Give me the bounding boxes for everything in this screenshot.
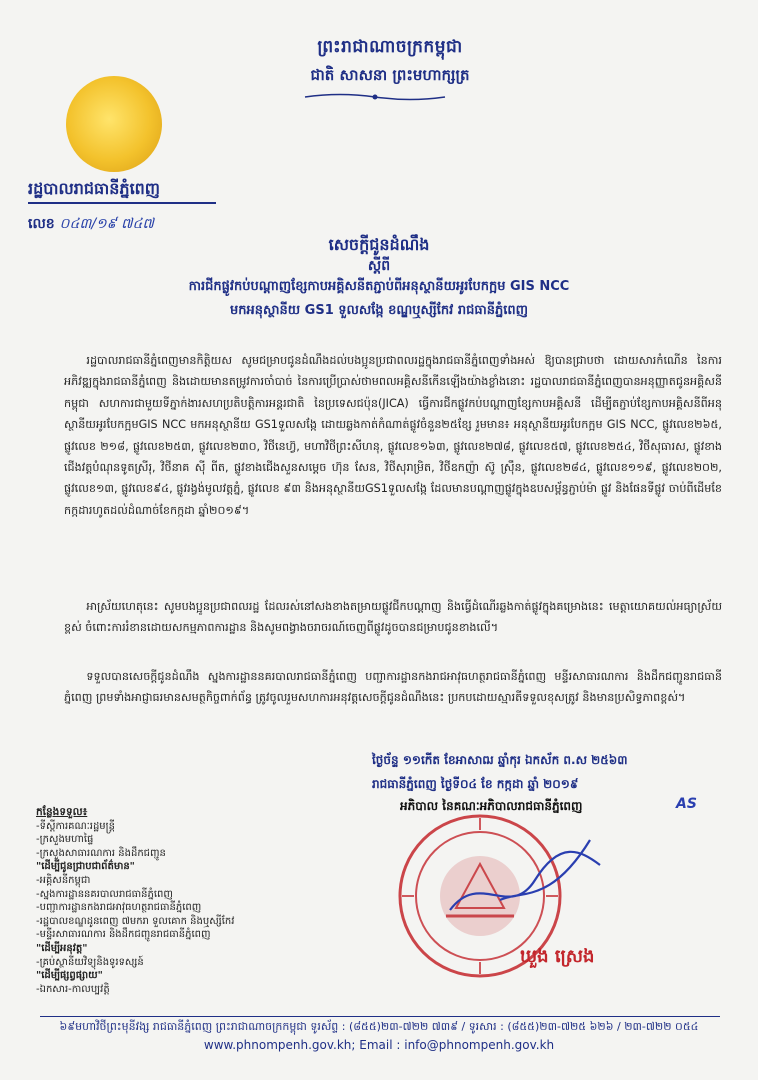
body-paragraph-1: រដ្ឋបាលរាជធានីភ្នំពេញមានកិត្តិយស សូមជម្រាបជូនដំណឹងដល់បងប្អូនប្រជាពលរដ្ឋក្នុងរាជធានីភ្នំពេញទាំងអស់ ឱ្យបានជ្រាបថា ដោយសារកំណើន នៃការអភិវឌ្ឍក្នុងរាជធានីភ្នំពេញ និងដោយមានតម្រូវការចាំបាច់ នៃការប្រើប្រាស់ថាមពលអគ្គិសនីកើនឡើងយ៉ាងខ្លាំងនោះ រដ្ឋបាលរាជធានីភ្នំពេញបានអនុញ្ញាតជូនអគ្គិសនីកម្ពុជា សហការជាមួយទីភ្នាក់ងារសហប្រតិបត្តិការអន្តរជាតិ នៃប្រទេសជប៉ុន(JICA) ធ្វើការជីកផ្លូវកប់បណ្តាញខ្សែកាបអគ្គិសនី ដើម្បីតភ្ជាប់ខ្សែកាបអគ្គិសនីពីអនុស្ថានីយអូរបែកក្អមGIS NCC មកអនុស្ថានីយ GS1ទួលសង្កែ ដោយឆ្លងកាត់កំណាត់ផ្លូវចំនួន២៥ខ្សែ រួមមាន៖ អនុស្ថានីយអូរបែកក្អម GIS NCC, ផ្លូវលេខ២៦៥, ផ្លូវលេខ ២១៨, ផ្លូវលេខ២៥៣, ផ្លូវលេខ២៣០, វិថីនេហ៊្វ, មហាវិថីព្រះសីហនុ, ផ្លូវលេខ១៦៣, ផ្លូវលេខ២៧៨, ផ្លូវលេខ៥៧, ផ្លូវលេខ២៥៤, វិថីសុធារស, ផ្លូវខាងជើងវត្តបំណុនទូតស្រីរុ, វិថីនាគ ស៊ី ពីត, ផ្លូវខាងជើងសួនសម្តេច ហ៊ុន សែន, វិថីសុរាម្រិត, វិថីឧកញ៉ា ស៊ូ ស្រ៊ឹន, ផ្លូវលេខ២៨៤, ផ្លូវលេខ១១៩, ផ្លូវលេខ២០២, ផ្លូវលេខ១៣, ផ្លូវលេខ៩៤, ផ្លូវរង្វង់មូលវត្តភ្នំ, ផ្លូវលេខ ៩៣ និងអនុស្ថានីយGS1ទួលសង្កែ ដែលមានបណ្តាញផ្លូវក្នុងឧបសម្ព័ន្ធភ្ជាប់ម៉ា ផ្លូវ និងផែនទីផ្លូវ ចាប់ពីដើមខែកក្កដារហូតដល់ដំណាច់ខែកក្កដា ឆ្នាំ២០១៩។ bbox=[64, 354, 722, 517]
handwritten-initials: AS bbox=[676, 796, 697, 812]
signer-name: ឃួង ស្រេង bbox=[520, 946, 595, 967]
recipient-item: -អគ្គិសនីកម្ពុជា bbox=[36, 874, 91, 886]
footer-web-email: www.phnompenh.gov.kh; Email : info@phnompenh.gov.kh bbox=[203, 1038, 555, 1052]
issuing-authority: រដ្ឋបាលរាជធានីភ្នំពេញ bbox=[28, 179, 161, 198]
ornament-divider-icon bbox=[300, 92, 450, 102]
body-paragraph-3: ទទួលបានសេចក្តីជូនដំណឹង ស្នងការដ្ឋាននគរបាលរាជធានីភ្នំពេញ បញ្ជាការដ្ឋានកងរាជអាវុធហត្ថរាជធានីភ្នំពេញ មន្ទីរសាធារណការ និងដឹកជញ្ជូនរាជធានីភ្នំពេញ ព្រមទាំងអាជ្ញាធរមានសមត្ថកិច្ចពាក់ព័ន្ធ ត្រូវចូលរួមសហការអនុវត្តសេចក្តីជូនដំណឹងនេះ ប្រកបដោយស្មារតីទទួលខុសត្រូវ និងមានប្រសិទ្ធភាពខ្ពស់។ bbox=[64, 670, 722, 705]
subject-line-1: ការជីកផ្លូវកប់បណ្តាញខ្សែកាបអគ្គិសនីតភ្ជាប់ពីអនុស្ថានីយអូរបែកក្អម GIS NCC bbox=[188, 279, 570, 294]
ref-value: ០៤៣/១៩ ៧៤៧ bbox=[59, 216, 154, 232]
lunar-date: ថ្ងៃច័ន្ទ ១១កើត ខែអាសាឍ ឆ្នាំកុរ ឯកស័ក ព.ស ២៥៦៣ bbox=[372, 753, 628, 767]
signer-title: អភិបាល នៃគណៈអភិបាលរាជធានីភ្នំពេញ bbox=[400, 799, 583, 813]
footer-divider bbox=[40, 1016, 720, 1017]
recipient-item: -រដ្ឋបាលខណ្ឌដូនពេញ ៧មករា ទួលគោក និងឬស្សីកែវ bbox=[36, 915, 235, 927]
reference-number bbox=[28, 214, 154, 235]
recipient-item: -បញ្ជាការដ្ឋានកងរាជអាវុធហត្ថរាជធានីភ្នំពេញ bbox=[36, 902, 202, 914]
recipient-group-label: "ដើម្បីជូនជ្រាបជាព័ត៌មាន" bbox=[36, 861, 135, 873]
recipients-list bbox=[36, 806, 234, 996]
ref-label: លេខ bbox=[28, 216, 55, 232]
title-regarding: ស្តីពី bbox=[367, 258, 391, 274]
solar-date: រាជធានីភ្នំពេញ ថ្ងៃទី០៤ ខែ កក្កដា ឆ្នាំ ២០១៩ bbox=[372, 777, 579, 791]
recipient-item: -ទីស្តីការគណៈរដ្ឋមន្ត្រី bbox=[36, 820, 115, 832]
body-paragraph-2: អាស្រ័យហេតុនេះ សូមបងប្អូនប្រជាពលរដ្ឋ ដែលរស់នៅសងខាងតម្រាយផ្លូវជីកបណ្តាញ និងធ្វើដំណើរឆ្លងកាត់ផ្លូវក្នុងគម្រោងនេះ មេត្តាយោគយល់អធ្យាស្រ័យខ្ពស់ ចំពោះការរំខានដោយសកម្មភាពការដ្ឋាន និងសូមពង្វាងចរាចរណ៍ចេញពីផ្លូវដូចបានជម្រាបជូនខាងលើ។ bbox=[64, 600, 722, 635]
footer-address: ៦៩មហាវិថីព្រះមុនីវង្ស រាជធានីភ្នំពេញ ព្រះរាជាណាចក្រកម្ពុជា ទូរស័ព្ទ : (៨៥៥)២៣-៧២២ ៧៣៩ / ទូរសារ : (៨៥៥)២៣-៧២៥ ៦២៦ / ២៣-៧២២ ០៥៤ bbox=[59, 1020, 699, 1033]
recipient-item: -ស្នងការដ្ឋាននគរបាលរាជធានីភ្នំពេញ bbox=[36, 888, 173, 900]
kingdom-heading: ព្រះរាជាណាចក្រកម្ពុជា bbox=[317, 37, 463, 57]
recipient-group-label: "ដើម្បីផ្សព្វផ្សាយ" bbox=[36, 970, 103, 982]
recipient-item: -មន្ទីរសាធារណការ និងដឹកជញ្ជូនរាជធានីភ្នំពេញ bbox=[36, 929, 211, 941]
subject-line-2: មកអនុស្ថានីយ GS1 ទួលសង្កែ ខណ្ឌឬស្សីកែវ រាជធានីភ្នំពេញ bbox=[230, 303, 528, 318]
recipient-group-label: "ដើម្បីអនុវត្ត" bbox=[36, 942, 88, 954]
recipients-title: កន្លែងទទួល៖ bbox=[36, 806, 88, 818]
national-motto: ជាតិ សាសនា ព្រះមហាក្សត្រ bbox=[310, 66, 470, 84]
recipient-item: -គ្រប់ស្ថានីយវិទ្យុនិងទូរទស្សន៍ bbox=[36, 956, 144, 968]
recipient-item: -ឯកសារ-កាលប្បវត្តិ bbox=[36, 983, 110, 995]
recipient-item: -ក្រសួងសាធារណការ និងដឹកជញ្ជូន bbox=[36, 847, 166, 859]
document-title: សេចក្តីជូនដំណឹង bbox=[328, 235, 430, 254]
handwritten-signature-icon bbox=[440, 830, 610, 940]
municipal-emblem-logo bbox=[66, 76, 162, 172]
recipient-item: -ក្រសួងមហាផ្ទៃ bbox=[36, 834, 94, 846]
authority-underline bbox=[28, 202, 216, 204]
